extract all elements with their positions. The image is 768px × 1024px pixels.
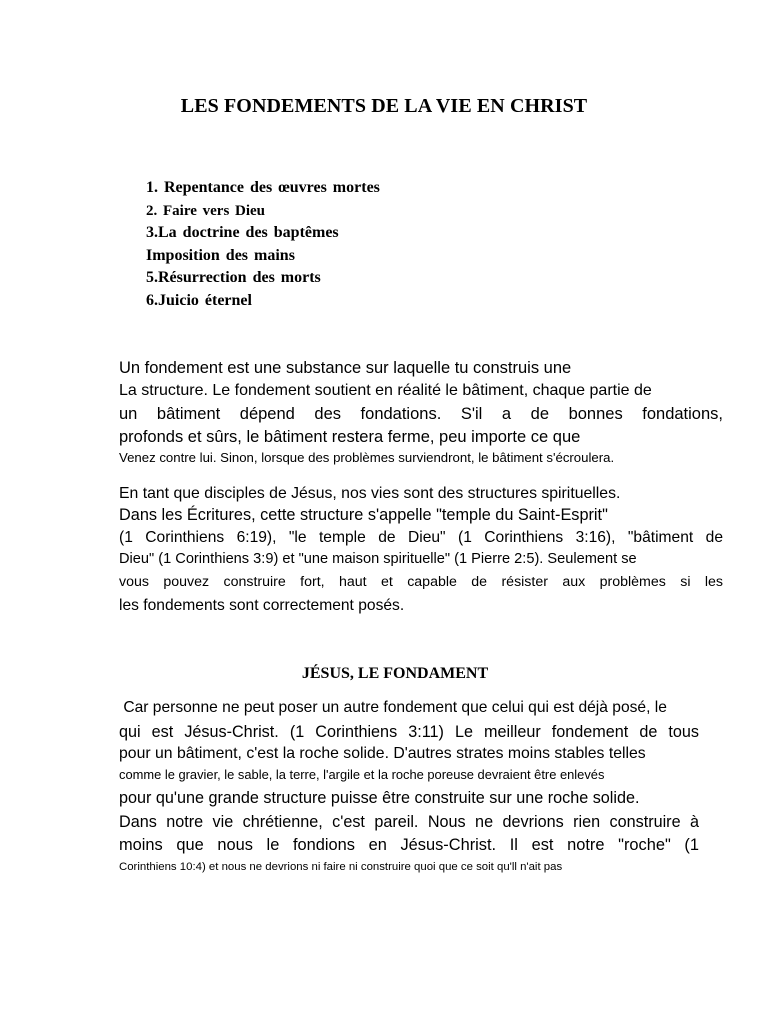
list-item: 6.Juicio éternel (146, 291, 252, 309)
list-item: 3.La doctrine des baptêmes (146, 224, 339, 242)
paragraph-line: pour qu'une grande structure puisse être construite sur une roche solide. (119, 789, 640, 807)
paragraph-line: profonds et sûrs, le bâtiment restera ferme, peu importe ce que (119, 428, 581, 446)
paragraph-jesus-foundation (119, 695, 699, 876)
list-item: Imposition des mains (146, 246, 295, 264)
list-item: 5.Résurrection des morts (146, 269, 321, 287)
paragraph-line: les fondements sont correctement posés. (119, 597, 405, 614)
paragraph-line: (1 Corinthiens 6:19), "le temple de Dieu" (1 Corinthiens 3:16), "bâtiment de (119, 529, 723, 546)
paragraph-line: pour un bâtiment, c'est la roche solide. D'autres strates moins stables telles (119, 745, 646, 762)
paragraph-line: Venez contre lui. Sinon, lorsque des problèmes surviendront, le bâtiment s'écroulera. (119, 450, 615, 465)
paragraph-spiritual-structures (119, 483, 723, 618)
paragraph-line: Dans les Écritures, cette structure s'appelle "temple du Saint-Esprit" (119, 506, 608, 524)
list-item: 1. Repentance des œuvres mortes (146, 179, 380, 196)
paragraph-line: Dieu" (1 Corinthiens 3:9) et "une maison spirituelle" (1 Pierre 2:5). Seulement se (119, 551, 637, 567)
document-title: LES FONDEMENTS DE LA VIE EN CHRIST (180, 95, 588, 117)
paragraph-line: Car personne ne peut poser un autre fondement que celui qui est déjà posé, le (119, 699, 667, 716)
paragraph-line: moins que nous le fondions en Jésus-Christ. Il est notre "roche" (1 (119, 836, 699, 854)
paragraph-foundation-definition (119, 356, 723, 467)
section-title: JÉSUS, LE FONDAMENT (301, 665, 489, 682)
list-item: 2. Faire vers Dieu (146, 202, 266, 219)
paragraph-line: Corinthiens 10:4) et nous ne devrions ni faire ni construire quoi que ce soit qu'll n'ait pas (119, 861, 563, 873)
paragraph-line: La structure. Le fondement soutient en réalité le bâtiment, chaque partie de (119, 382, 652, 399)
paragraph-line: qui est Jésus-Christ. (1 Corinthiens 3:11) Le meilleur fondement de tous (119, 723, 699, 741)
paragraph-line: En tant que disciples de Jésus, nos vies sont des structures spirituelles. (119, 485, 621, 502)
paragraph-line: Un fondement est une substance sur laquelle tu construis une (119, 359, 572, 377)
paragraph-line: Dans notre vie chrétienne, c'est pareil. Nous ne devrions rien construire à (119, 813, 699, 831)
paragraph-line: comme le gravier, le sable, la terre, l'argile et la roche poreuse devraient être enlevés (119, 767, 605, 782)
paragraph-line: un bâtiment dépend des fondations. S'il a de bonnes fondations, (119, 405, 723, 423)
paragraph-line: vous pouvez construire fort, haut et capable de résister aux problèmes si les (119, 574, 723, 590)
foundations-list (146, 177, 380, 313)
